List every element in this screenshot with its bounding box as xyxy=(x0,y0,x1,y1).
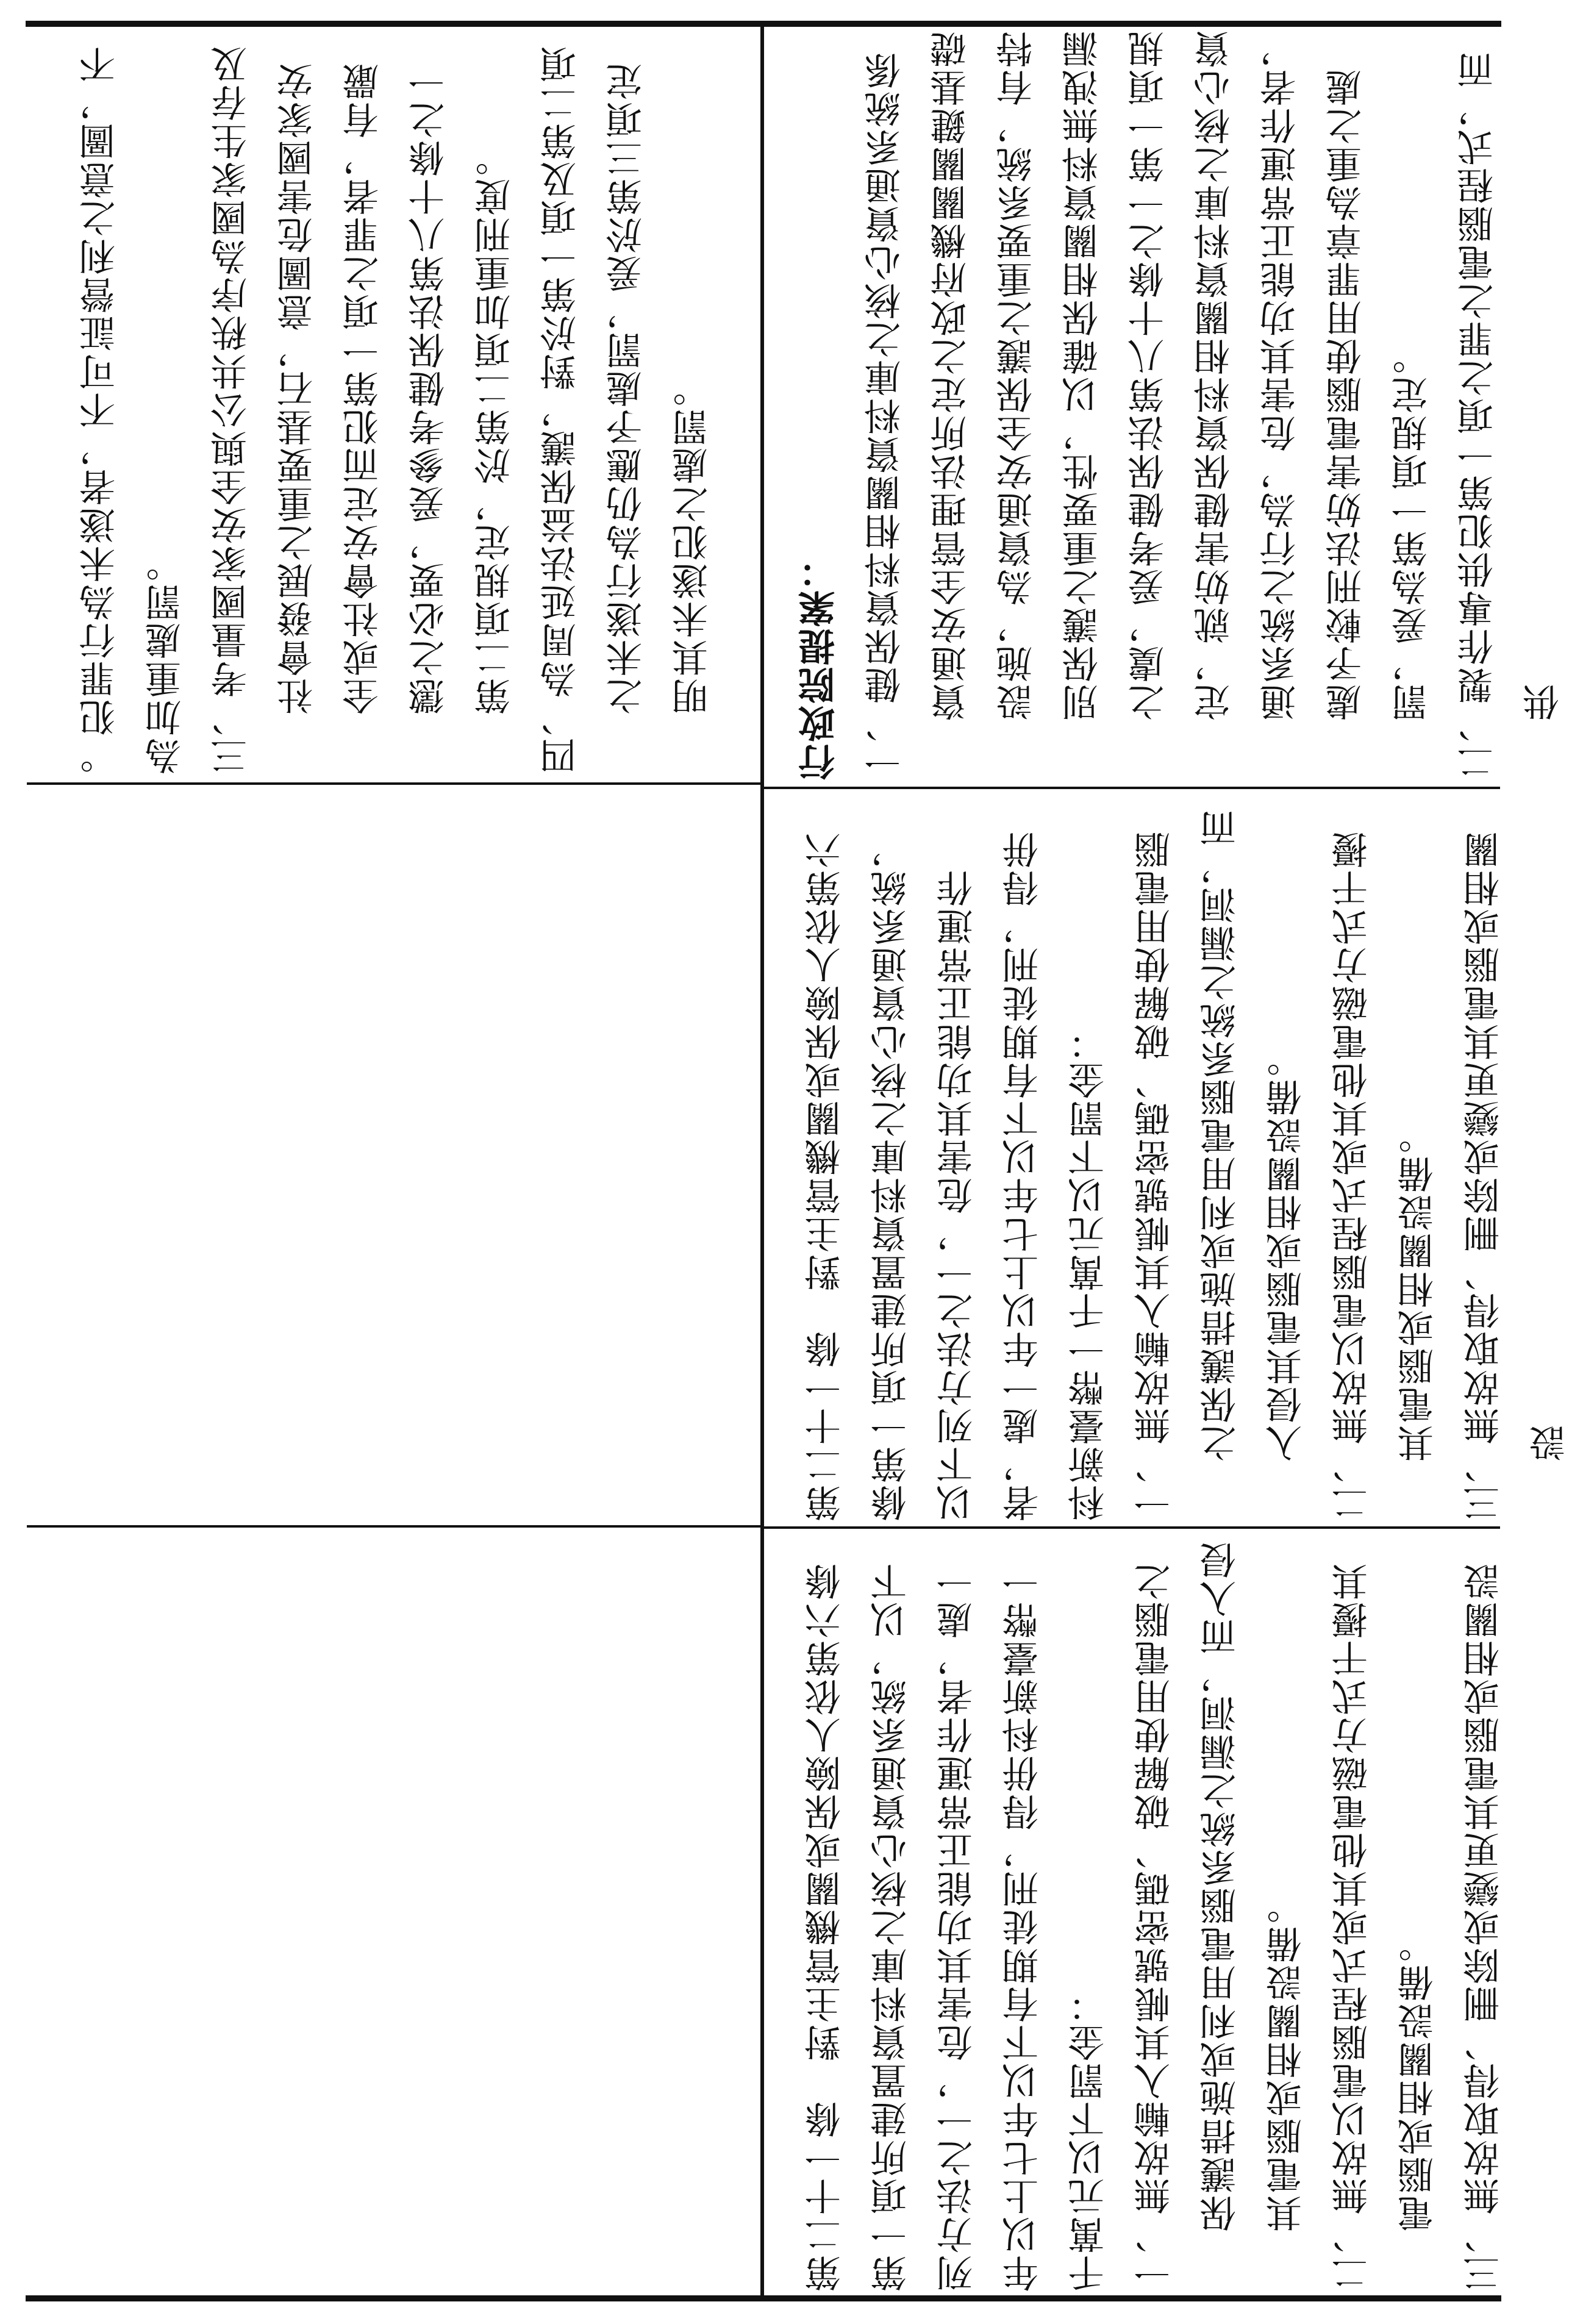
proposal-heading: 行政院提案： xyxy=(798,550,841,781)
row-divider xyxy=(27,1525,760,1528)
article-item: 三、無故取得、刪除或變更其電腦或相關設 xyxy=(1463,1562,1506,2292)
article-21-passed-cell xyxy=(793,1532,1506,2292)
article-item: 二、無故以電腦程式或其他電磁方式干擾其電腦或相關設備。 xyxy=(1331,830,1440,1521)
article-item: 三、無故取得、刪除或變更其電腦或相關設 xyxy=(1463,830,1571,1521)
row-divider xyxy=(764,787,1500,789)
explanation-continuation-cell xyxy=(67,24,726,774)
explanation-line: 。犯罪行為未遂者，不可証營利之意圖，不為加重處罰。 xyxy=(79,45,187,774)
article-21-proposed-cell xyxy=(793,793,1571,1521)
row-divider xyxy=(27,782,760,785)
article-item: 一、無故輸入其帳號密碼、破解使用電腦之保護措施或利用電腦系統之漏洞，而入侵其電腦或相關設備。 xyxy=(1134,1540,1308,2292)
explanation-item: 四、為周延法益保護，對於第一項及第二項之未遂行為仍應予處罰，爰於第三項定明其未遂犯之處罰。 xyxy=(540,45,714,774)
column-divider xyxy=(760,23,764,2299)
explanation-item: 三、考量國家安全與公共秩序為國家生存及社會發展之重要基石，意圖危害國家安全或社會安定而犯第一項之罪者，有嚴懲之必要，爰參考健保法第八十條之一第二項規定，於第二項加重刑度。 xyxy=(210,45,516,774)
article-item: 二、無故以電腦程式或其他電磁方式干擾其電腦或相關設備。 xyxy=(1331,1562,1440,2292)
article-title: 第二十一條 對主管機關或保險人依第六條第一項所建置資料庫之核心資通系統，以下列方法之一，危害其功能正常運作者，處一年以上七年以下有期徒刑，得併科新臺幣一千萬元以下罰金： xyxy=(804,830,1110,1521)
row-divider xyxy=(764,1526,1500,1529)
explanation-item: 二、製作專供犯第一項之罪之電腦程式，而供 xyxy=(1457,51,1565,781)
article-item: 一、無故輸入其帳號密碼、破解使用電腦之保護措施或利用電腦系統之漏洞，而入侵其電腦或相關設備。 xyxy=(1134,809,1308,1521)
explanation-item: 一、健保資料相關資料庫之核心資通系統係資通安全管理法所定之政府機關關鍵基礎設施，為資通安全保護之重要系統，有特別保護之重要性，以確保相關資料無洩漏之虞，爰考健保法第八十條之一第一項規定，就妨害健保資料相關資料庫之核心資通系統之行為，危害其功能正常運作者，處予較刑法妨害電腦使用罪章為重之處罰，爰為第一項規定。 xyxy=(864,29,1434,781)
executive-yuan-explanation-cell xyxy=(787,24,1565,781)
article-title: 第二十一條 對主管機關或保險人依第六條第一項所建置資料庫之核心資通系統，以下列方法之一，危害其功能正常運作者，處一年以上七年以下有期徒刑，得併科新臺幣一千萬元以下罰金： xyxy=(804,1562,1110,2292)
